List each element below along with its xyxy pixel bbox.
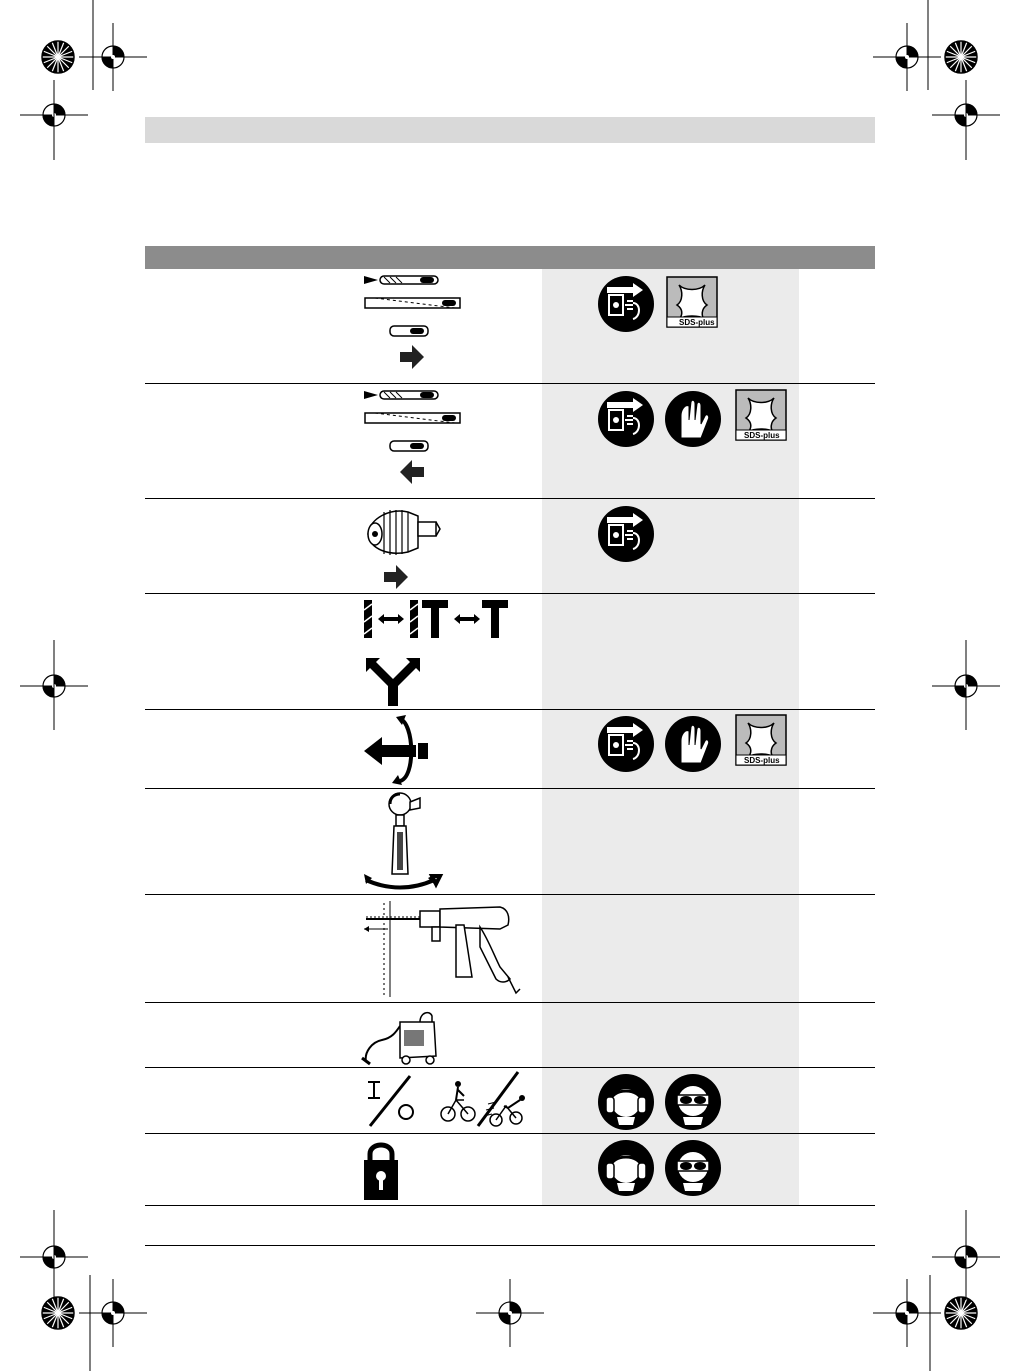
- row5-icons: [597, 715, 797, 775]
- on-off-switch-icon: [362, 1070, 542, 1132]
- dust-extractor-icon: [360, 1006, 440, 1066]
- sds-plus-label: SDS-plus: [744, 756, 780, 765]
- row2-icons: [597, 390, 797, 450]
- distance-arrows-icon: [362, 598, 512, 708]
- speed-bicycle-icon: [441, 1072, 525, 1126]
- sds-plus-label: SDS-plus: [679, 318, 715, 327]
- gloves-icon: [665, 716, 721, 772]
- drill-chuck-icon: [360, 502, 445, 592]
- ear-protection-icon: [598, 1074, 654, 1130]
- lock-icon: [362, 1138, 402, 1202]
- unplug-mains-icon: [597, 505, 657, 565]
- sds-plus-label: SDS-plus: [744, 431, 780, 440]
- direction-choice-icon: [366, 658, 420, 706]
- depth-stop-drill-icon: [360, 897, 525, 1001]
- ear-protection-icon: [598, 1140, 654, 1196]
- gloves-icon: [665, 391, 721, 447]
- auxiliary-handle-icon: [360, 790, 440, 892]
- safety-goggles-icon: [665, 1074, 721, 1130]
- rotation-icon: [362, 713, 432, 785]
- row9-icons: [597, 1073, 727, 1133]
- unplug-mains-icon: [598, 276, 654, 332]
- unplug-mains-icon: [598, 391, 654, 447]
- safety-goggles-icon: [665, 1140, 721, 1196]
- unplug-mains-icon: [598, 716, 654, 772]
- sds-bits-remove-icon: [360, 387, 465, 497]
- row10-icons: [597, 1139, 727, 1199]
- sds-bits-insert-icon: [360, 272, 465, 382]
